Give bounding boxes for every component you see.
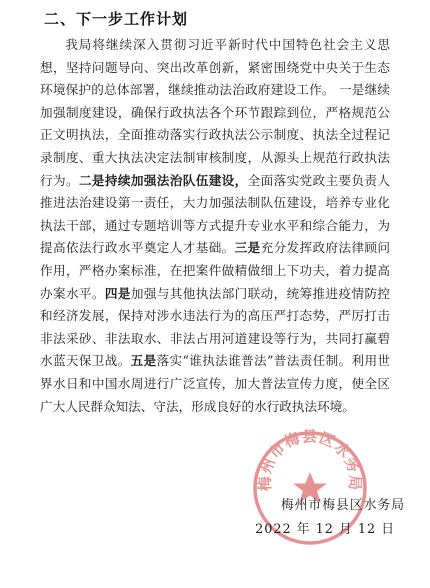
point2-lead: 二是持续加强法治队伍建设， — [78, 172, 248, 188]
point5-body: 落实“谁执法谁普法”普法责任制。利用世界水日和中国水周进行广泛宣传，加大普法宣传力度，使全区广大人民群众知法、守法，形成良好的水行政执法环境。 — [40, 353, 390, 414]
point4-lead: 四是 — [104, 285, 131, 301]
point2-body: 全面落实党政主要负责人推进法治建设第一责任，大力加强法制队伍建设，培养专业化执法干部，通过专题培训等方式提升专业水平和综合能力，为提高依法行政水平奠定人才基础。 — [40, 172, 391, 256]
signature-org: 梅州市梅县区水务局 — [280, 498, 405, 513]
document-body — [40, 34, 390, 418]
point1-lead: 一是继续加强制度建设， — [40, 82, 391, 120]
point4-body: 加强与其他执法部门联动，统筹推进疫情防控和经济发展，保持对涉水违法行为的高压严打态势，严厉打击非法采砂、非法取水、非法占用河道建设等行为，共同打赢碧水蓝天保卫战。 — [40, 285, 391, 369]
intro-paragraph — [40, 34, 390, 418]
signature-date: 2022 年 12 月 12 日 — [255, 522, 395, 537]
point5-lead: 五是 — [130, 353, 157, 369]
intro-text: 我局将继续深入贯彻习近平新时代中国特色社会主义思想，坚持问题导向、突出改革创新，紧密围绕党中央关于生态环境保护的总体部署，继续推动法治政府建设工作。 — [40, 37, 390, 98]
point3-body: 充分发挥政府法律顾问作用，严格办案标准，在把案件做精做细上下功夫，着力提高办案水平。 — [40, 240, 391, 301]
section-heading: 二、下一步工作计划 — [44, 10, 189, 28]
seal-text: 梅州市梅县区水务局 — [255, 428, 365, 492]
point3-lead: 三是 — [234, 240, 261, 256]
point1-body: 确保行政执法各个环节跟踪到位，严格规范公正文明执法，全面推动落实行政执法公示制度、执法全过程记录制度、重大执法决定法制审核制度，从源头上规范行政执法行为。 — [40, 104, 391, 188]
